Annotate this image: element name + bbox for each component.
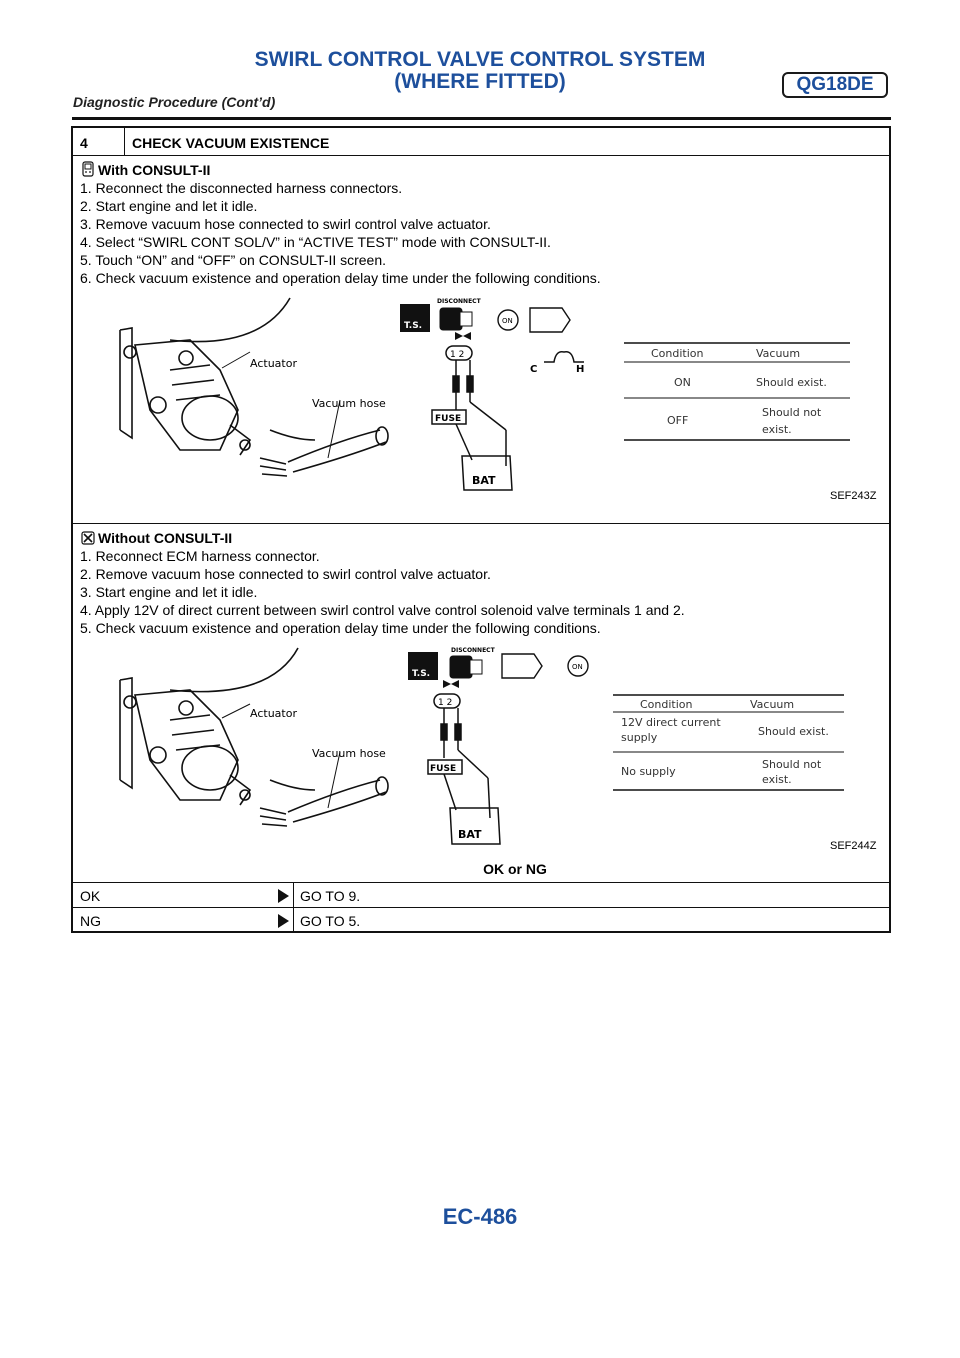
- fig2-condition-table: [613, 695, 844, 790]
- svg-text:ON: ON: [572, 663, 583, 671]
- table-divider: [293, 882, 294, 932]
- without-consult-step: 1. Reconnect ECM harness connector.: [80, 548, 320, 564]
- svg-text:Should not: Should not: [762, 406, 822, 419]
- svg-text:Vacuum: Vacuum: [750, 698, 795, 711]
- figure-id: SEF243Z: [830, 490, 877, 502]
- table-divider: [71, 882, 891, 883]
- no-tools-icon: [80, 530, 96, 546]
- step-title: CHECK VACUUM EXISTENCE: [132, 135, 330, 151]
- fig1-label-actuator: Actuator: [250, 357, 297, 370]
- svg-text:exist.: exist.: [762, 773, 792, 786]
- svg-text:supply: supply: [621, 731, 658, 744]
- svg-text:Should exist.: Should exist.: [758, 725, 829, 738]
- svg-text:Should not: Should not: [762, 758, 822, 771]
- table-divider: [71, 155, 891, 156]
- svg-text:OFF: OFF: [667, 414, 689, 427]
- svg-text:C: C: [530, 364, 538, 375]
- step-number: 4: [80, 135, 88, 151]
- connector-icon: [450, 656, 482, 678]
- svg-text:No supply: No supply: [621, 765, 676, 778]
- without-consult-step: 5. Check vacuum existence and operation delay time under the following conditions.: [80, 620, 601, 636]
- table-divider: [124, 127, 125, 155]
- svg-text:12V direct current: 12V direct current: [621, 716, 721, 729]
- figure-sef243z: [110, 290, 890, 502]
- svg-text:Vacuum: Vacuum: [756, 347, 801, 360]
- svg-text:BAT: BAT: [458, 828, 482, 841]
- fig2-label-hose: Vacuum hose: [312, 747, 386, 760]
- engine-code-badge: QG18DE: [782, 72, 888, 98]
- svg-text:T.S.: T.S.: [412, 669, 431, 679]
- consult-probe-icon: [530, 308, 570, 332]
- svg-text:BAT: BAT: [472, 474, 496, 487]
- arrow-right-icon: [278, 914, 289, 928]
- fig2-disconnect-label: DISCONNECT: [451, 647, 495, 654]
- fig1-disconnect-label: DISCONNECT: [437, 298, 481, 305]
- with-consult-step: 3. Remove vacuum hose connected to swirl control valve actuator.: [80, 216, 491, 232]
- with-consult-step: 6. Check vacuum existence and operation delay time under the following conditions.: [80, 270, 601, 286]
- result-label-ok: OK: [80, 888, 101, 904]
- consult-tester-icon: [80, 161, 96, 177]
- svg-text:Condition: Condition: [640, 698, 693, 711]
- fig1-condition-table: [624, 343, 850, 440]
- svg-text:FUSE: FUSE: [430, 764, 457, 774]
- fig2-label-actuator: Actuator: [250, 707, 297, 720]
- connector-plug-icon: [502, 654, 542, 678]
- without-consult-step: 2. Remove vacuum hose connected to swirl control valve actuator.: [80, 566, 491, 582]
- header-rule: [72, 117, 891, 120]
- svg-text:ON: ON: [502, 317, 513, 325]
- table-divider: [71, 907, 891, 908]
- svg-text:1 2: 1 2: [450, 350, 465, 360]
- page-title-line1: SWIRL CONTROL VALVE CONTROL SYSTEM: [254, 48, 706, 71]
- svg-text:Condition: Condition: [651, 347, 704, 360]
- page-title-line2: (WHERE FITTED): [394, 70, 566, 93]
- without-consult-step: 4. Apply 12V of direct current between swirl control valve control solenoid valve terminals 1 and 2.: [80, 602, 685, 618]
- figure-sef244z: [110, 640, 890, 850]
- arrow-right-icon: [278, 889, 289, 903]
- actuator-illustration: [120, 298, 388, 476]
- fig1-label-hose: Vacuum hose: [312, 397, 386, 410]
- svg-text:Should exist.: Should exist.: [756, 376, 827, 389]
- svg-text:T.S.: T.S.: [404, 321, 423, 331]
- without-consult-heading: Without CONSULT-II: [98, 530, 233, 546]
- svg-text:1 2: 1 2: [438, 698, 453, 708]
- page-subtitle: Diagnostic Procedure (Cont’d): [73, 94, 276, 110]
- page-number: EC-486: [442, 1204, 518, 1229]
- connector-icon: [440, 308, 472, 330]
- result-label-ng: NG: [80, 913, 101, 929]
- with-consult-step: 5. Touch “ON” and “OFF” on CONSULT-II screen.: [80, 252, 387, 268]
- actuator-illustration: [120, 648, 388, 826]
- with-consult-step: 1. Reconnect the disconnected harness connectors.: [80, 180, 403, 196]
- svg-text:ON: ON: [674, 376, 691, 389]
- result-action-ok[interactable]: GO TO 9.: [300, 888, 361, 904]
- with-consult-heading: With CONSULT-II: [98, 162, 211, 178]
- with-consult-step: 2. Start engine and let it idle.: [80, 198, 258, 214]
- with-consult-step: 4. Select “SWIRL CONT SOL/V” in “ACTIVE TEST” mode with CONSULT-II.: [80, 234, 551, 250]
- svg-text:FUSE: FUSE: [435, 414, 462, 424]
- svg-text:exist.: exist.: [762, 423, 792, 436]
- svg-text:H: H: [576, 364, 585, 375]
- table-divider: [71, 523, 891, 524]
- figure-id: SEF244Z: [830, 840, 877, 852]
- result-action-ng[interactable]: GO TO 5.: [300, 913, 361, 929]
- result-heading: OK or NG: [483, 861, 547, 877]
- without-consult-step: 3. Start engine and let it idle.: [80, 584, 258, 600]
